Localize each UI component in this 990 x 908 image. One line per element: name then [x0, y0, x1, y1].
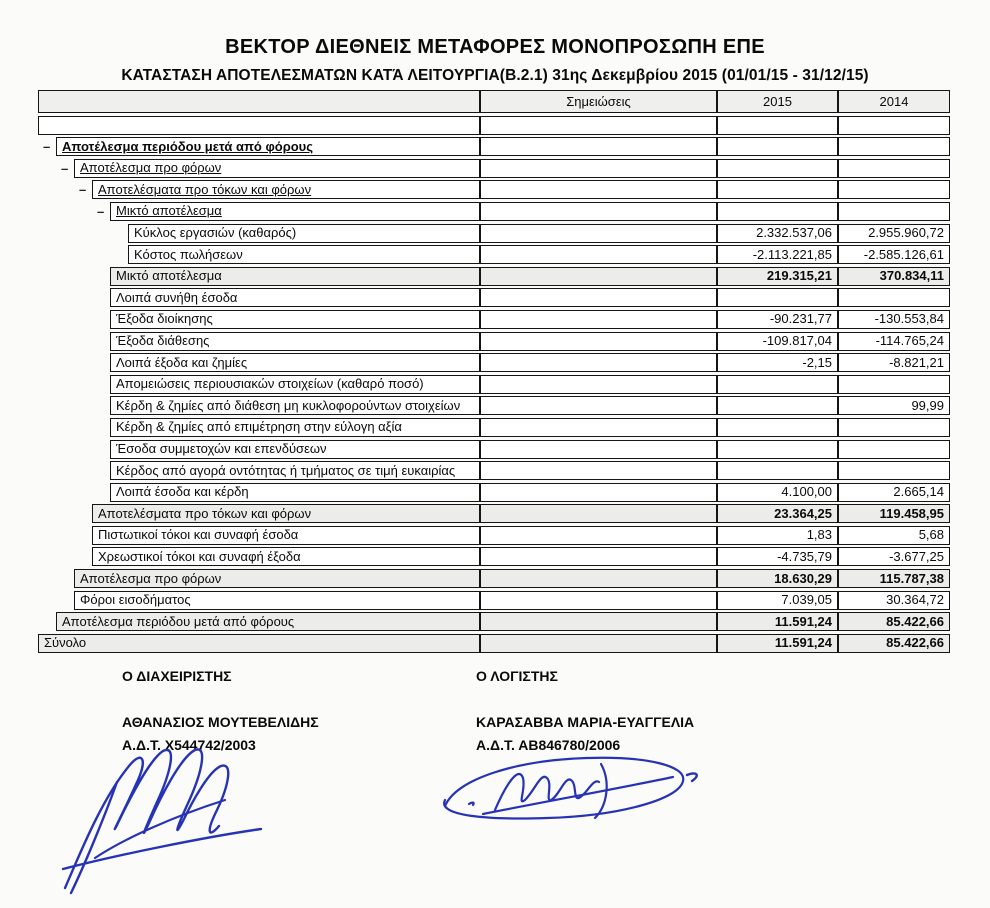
accountant-id: Α.Δ.Τ. ΑΒ846780/2006 — [476, 737, 621, 753]
row-value-2015 — [717, 159, 838, 178]
row-notes-cell — [480, 180, 717, 199]
row-notes-cell — [480, 526, 717, 545]
row-label: Έξοδα διοίκησης — [110, 310, 480, 329]
row-value-2015: 2.332.537,06 — [717, 224, 838, 243]
table-row — [110, 461, 950, 480]
row-value-2015: 219.315,21 — [717, 267, 838, 286]
row-label: Αποτέλεσμα περιόδου μετά από φόρους — [56, 137, 480, 156]
collapse-dash-icon: – — [97, 203, 105, 219]
accountant-role: Ο ΛΟΓΙΣΤΗΣ — [476, 668, 558, 684]
row-label: Πιστωτικοί τόκοι και συναφή έσοδα — [92, 526, 480, 545]
row-value-2015: -90.231,77 — [717, 310, 838, 329]
row-value-2015 — [717, 440, 838, 459]
row-label: Φόροι εισοδήματος — [74, 591, 480, 610]
table-rows — [38, 116, 950, 653]
row-value-2014 — [838, 375, 950, 394]
row-notes-cell — [480, 461, 717, 480]
manager-name: ΑΘΑΝΑΣΙΟΣ ΜΟΥΤΕΒΕΛΙΔΗΣ — [122, 714, 319, 730]
row-value-2014: 2.955.960,72 — [838, 224, 950, 243]
row-notes-cell — [480, 267, 717, 286]
row-notes-cell — [480, 137, 717, 156]
row-value-2015 — [717, 137, 838, 156]
row-notes-cell — [480, 332, 717, 351]
row-notes-cell — [480, 202, 717, 221]
table-row — [110, 396, 950, 415]
row-label: Αποτέλεσμα προ φόρων — [74, 569, 480, 588]
header-2014-cell: 2014 — [838, 90, 950, 113]
row-value-2014 — [838, 137, 950, 156]
row-value-2014 — [838, 202, 950, 221]
row-value-2015: 7.039,05 — [717, 591, 838, 610]
table-row — [110, 440, 950, 459]
accountant-name: ΚΑΡΑΣΑΒΒΑ ΜΑΡΙΑ-ΕΥΑΓΓΕΛΙΑ — [476, 714, 695, 730]
row-label: Αποτέλεσμα περιόδου μετά από φόρους — [56, 612, 480, 631]
header-notes-cell: Σημειώσεις — [480, 90, 717, 113]
row-notes-cell — [480, 547, 717, 566]
table-row — [61, 159, 950, 178]
row-notes-cell — [480, 245, 717, 264]
row-value-2014: 30.364,72 — [838, 591, 950, 610]
row-value-2014 — [838, 180, 950, 199]
table-row — [74, 569, 950, 588]
row-label: Λοιπά συνήθη έσοδα — [110, 288, 480, 307]
table-row — [128, 245, 950, 264]
row-value-2014: -8.821,21 — [838, 353, 950, 372]
table-row — [92, 547, 950, 566]
row-value-2015: -4.735,79 — [717, 547, 838, 566]
row-value-2014: 85.422,66 — [838, 634, 950, 653]
row-value-2015: -2.113.221,85 — [717, 245, 838, 264]
row-label: Έσοδα συμμετοχών και επενδύσεων — [110, 440, 480, 459]
row-label: Κέρδη & ζημίες από επιμέτρηση στην εύλογη αξία — [110, 418, 480, 437]
row-notes-cell — [480, 569, 717, 588]
row-value-2015 — [717, 288, 838, 307]
row-value-2015 — [717, 418, 838, 437]
row-notes-cell — [480, 591, 717, 610]
accountant-signature-ink — [425, 748, 705, 836]
row-value-2014: 5,68 — [838, 526, 950, 545]
row-notes-cell — [480, 504, 717, 523]
table-row — [79, 180, 950, 199]
row-value-2014 — [838, 116, 950, 135]
accountant-signature-block — [476, 668, 694, 753]
table-row — [110, 483, 950, 502]
header-2015-cell: 2015 — [717, 90, 838, 113]
row-notes-cell — [480, 224, 717, 243]
table-row — [38, 634, 950, 653]
row-label: Κέρδος από αγορά οντότητας ή τμήματος σε τιμή ευκαιρίας — [110, 461, 480, 480]
row-notes-cell — [480, 396, 717, 415]
row-value-2015: -109.817,04 — [717, 332, 838, 351]
row-value-2014 — [838, 418, 950, 437]
table-row — [110, 310, 950, 329]
row-value-2015 — [717, 461, 838, 480]
row-label: Κέρδη & ζημίες από διάθεση μη κυκλοφορούντων στοιχείων — [110, 396, 480, 415]
row-value-2014: -2.585.126,61 — [838, 245, 950, 264]
row-value-2014: -130.553,84 — [838, 310, 950, 329]
row-label: Σύνολο — [38, 634, 480, 653]
row-value-2015: 4.100,00 — [717, 483, 838, 502]
row-value-2014 — [838, 288, 950, 307]
row-value-2015 — [717, 116, 838, 135]
table-header-row — [38, 90, 950, 113]
table-row — [92, 504, 950, 523]
row-value-2015 — [717, 396, 838, 415]
table-row — [110, 332, 950, 351]
table-row — [110, 375, 950, 394]
row-label: Μικτό αποτέλεσμα — [110, 202, 480, 221]
row-value-2014: -3.677,25 — [838, 547, 950, 566]
row-label: Κόστος πωλήσεων — [128, 245, 480, 264]
row-notes-cell — [480, 612, 717, 631]
row-value-2014: 99,99 — [838, 396, 950, 415]
manager-role: Ο ΔΙΑΧΕΙΡΙΣΤΗΣ — [122, 668, 232, 684]
row-value-2014: 115.787,38 — [838, 569, 950, 588]
row-label: Απομειώσεις περιουσιακών στοιχείων (καθαρό ποσό) — [110, 375, 480, 394]
collapse-dash-icon: – — [43, 139, 51, 155]
row-label: Λοιπά έσοδα και κέρδη — [110, 483, 480, 502]
header-label-cell — [38, 90, 480, 113]
row-value-2014: -114.765,24 — [838, 332, 950, 351]
row-label: Έξοδα διάθεσης — [110, 332, 480, 351]
row-value-2015: 23.364,25 — [717, 504, 838, 523]
row-label: Λοιπά έξοδα και ζημίες — [110, 353, 480, 372]
row-notes-cell — [480, 116, 717, 135]
row-value-2014: 85.422,66 — [838, 612, 950, 631]
row-value-2015 — [717, 375, 838, 394]
row-notes-cell — [480, 353, 717, 372]
row-notes-cell — [480, 634, 717, 653]
row-value-2014: 119.458,95 — [838, 504, 950, 523]
row-value-2015: 11.591,24 — [717, 634, 838, 653]
table-row — [110, 288, 950, 307]
row-notes-cell — [480, 375, 717, 394]
manager-id: Α.Δ.Τ. Χ544742/2003 — [122, 737, 256, 753]
row-value-2014 — [838, 461, 950, 480]
row-value-2015 — [717, 202, 838, 221]
row-label — [38, 116, 480, 135]
row-value-2014 — [838, 159, 950, 178]
row-notes-cell — [480, 483, 717, 502]
table-row — [38, 116, 950, 135]
row-notes-cell — [480, 418, 717, 437]
row-notes-cell — [480, 310, 717, 329]
row-notes-cell — [480, 288, 717, 307]
row-notes-cell — [480, 159, 717, 178]
row-label: Χρεωστικοί τόκοι και συναφή έξοδα — [92, 547, 480, 566]
row-value-2015: -2,15 — [717, 353, 838, 372]
row-label: Αποτέλεσμα προ φόρων — [74, 159, 480, 178]
collapse-dash-icon: – — [79, 182, 87, 198]
statement-subtitle: ΚΑΤΑΣΤΑΣΗ ΑΠΟΤΕΛΕΣΜΑΤΩΝ ΚΑΤΆ ΛΕΙΤΟΥΡΓΙΑ(Β.2.1) 31ης Δεκεμβρίου 2015 (01/01/15 - 31/12/15) — [121, 67, 869, 84]
row-value-2014: 2.665,14 — [838, 483, 950, 502]
table-row — [110, 267, 950, 286]
company-title: ΒΕΚΤΟΡ ΔΙΕΘΝΕΙΣ ΜΕΤΑΦΟΡΕΣ ΜΟΝΟΠΡΟΣΩΠΗ ΕΠΕ — [225, 36, 765, 58]
row-label: Αποτελέσματα προ τόκων και φόρων — [92, 504, 480, 523]
table-row — [128, 224, 950, 243]
table-row — [110, 418, 950, 437]
row-notes-cell — [480, 440, 717, 459]
row-label: Μικτό αποτέλεσμα — [110, 267, 480, 286]
row-value-2015: 11.591,24 — [717, 612, 838, 631]
row-value-2015 — [717, 180, 838, 199]
row-value-2015: 18.630,29 — [717, 569, 838, 588]
table-row — [97, 202, 950, 221]
row-label: Κύκλος εργασιών (καθαρός) — [128, 224, 480, 243]
collapse-dash-icon: – — [61, 160, 69, 176]
row-label: Αποτελέσματα προ τόκων και φόρων — [92, 180, 480, 199]
table-row — [56, 612, 950, 631]
table-row — [74, 591, 950, 610]
table-row — [92, 526, 950, 545]
manager-signature-ink — [55, 738, 305, 896]
table-row — [110, 353, 950, 372]
row-value-2014: 370.834,11 — [838, 267, 950, 286]
row-value-2014 — [838, 440, 950, 459]
income-statement-table — [38, 90, 950, 653]
table-row — [43, 137, 950, 156]
row-value-2015: 1,83 — [717, 526, 838, 545]
